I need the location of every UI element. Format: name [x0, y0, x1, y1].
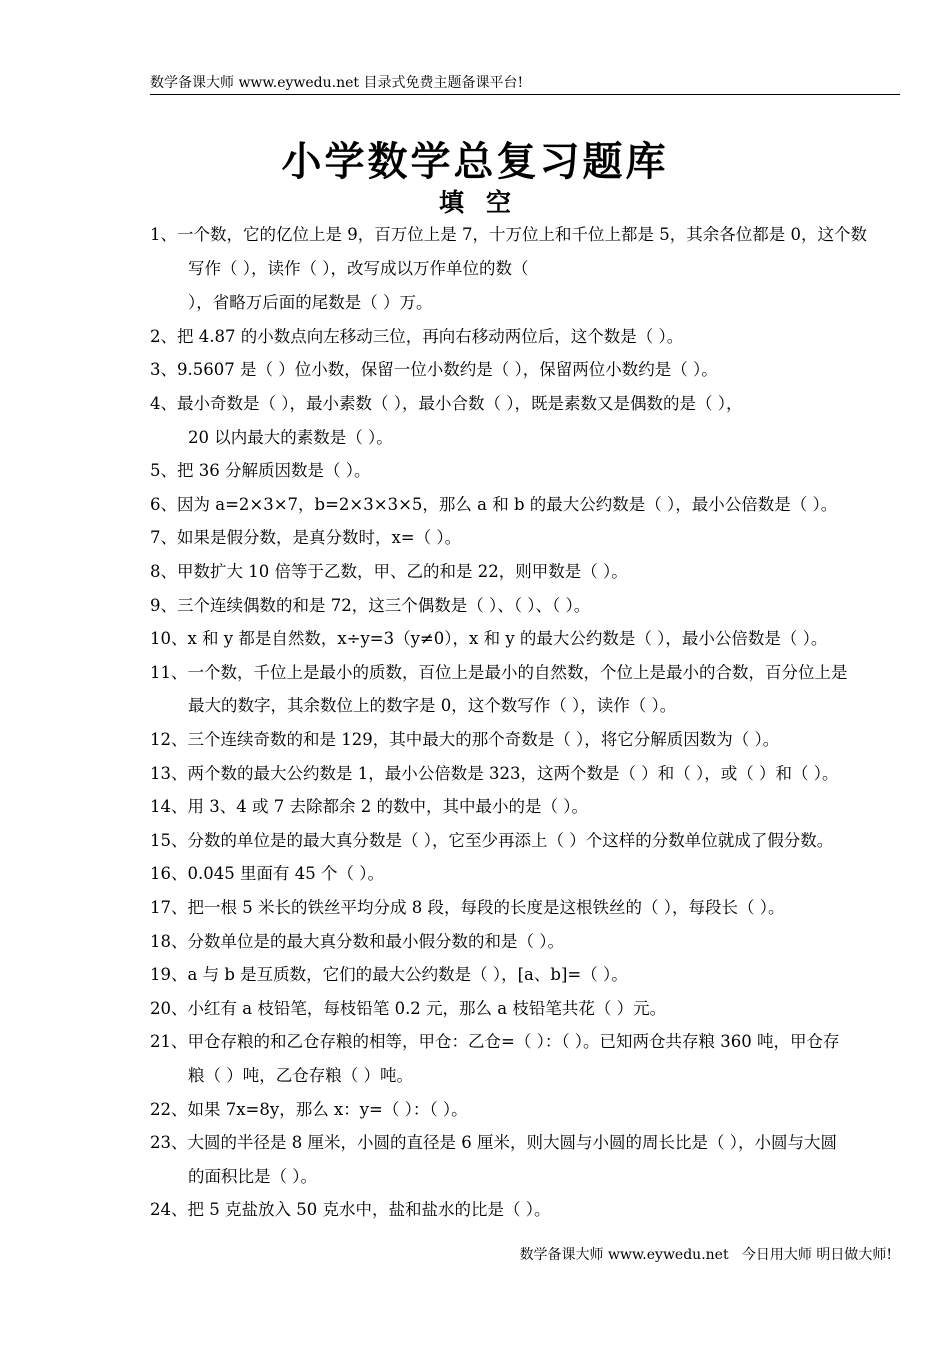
page-footer: 数学备课大师 www.eywedu.net 今日用大师 明日做大师! — [519, 1247, 892, 1263]
question-line: 22、如果 7x=8y，那么 x：y=（ ）：（ ）。 — [150, 1100, 468, 1119]
question-line: 1、一个数，它的亿位上是 9，百万位上是 7，十万位上和千位上都是 5，其余各位都是 0，这个数 — [150, 225, 867, 244]
question-line: 3、9.5607 是（ ）位小数，保留一位小数约是（ ），保留两位小数约是（ ）。 — [150, 360, 718, 379]
question-line: ），省略万后面的尾数是（ ）万。 — [188, 293, 433, 312]
page-header: 数学备课大师 www.eywedu.net 目录式免费主题备课平台! — [150, 73, 900, 95]
question-line: 16、0.045 里面有 45 个（ ）。 — [150, 864, 384, 883]
question-line: 20 以内最大的素数是（ ）。 — [188, 428, 393, 447]
question-line: 14、用 3、4 或 7 去除都余 2 的数中，其中最小的是（ ）。 — [150, 797, 588, 816]
question-line: 7、如果是假分数，是真分数时，x=（ ）。 — [150, 528, 462, 547]
question-line: 的面积比是（ ）。 — [188, 1167, 317, 1186]
question-line: 24、把 5 克盐放入 50 克水中，盐和盐水的比是（ ）。 — [150, 1200, 551, 1219]
question-line: 粮（ ）吨，乙仓存粮（ ）吨。 — [188, 1066, 413, 1085]
question-line: 17、把一根 5 米长的铁丝平均分成 8 段，每段的长度是这根铁丝的（ ），每段长（ ）。 — [150, 898, 785, 917]
question-line: 10、x 和 y 都是自然数，x÷y=3（y≠0），x 和 y 的最大公约数是（ ），最小公倍数是（ ）。 — [150, 629, 828, 648]
question-line: 4、最小奇数是（ ），最小素数（ ），最小合数（ ），既是素数又是偶数的是（ ）， — [150, 394, 743, 413]
question-line: 12、三个连续奇数的和是 129，其中最大的那个奇数是（ ），将它分解质因数为（ ）。 — [150, 730, 780, 749]
question-line: 13、两个数的最大公约数是 1，最小公倍数是 323，这两个数是（ ）和（ ），或（ ）和（ ）。 — [150, 764, 839, 783]
section-subtitle: 填空 — [438, 188, 533, 217]
page-title: 小学数学总复习题库 — [281, 139, 669, 185]
question-line: 11、一个数，千位上是最小的质数，百位上是最小的自然数，个位上是最小的合数，百分位上是 — [150, 663, 848, 682]
question-line: 23、大圆的半径是 8 厘米，小圆的直径是 6 厘米，则大圆与小圆的周长比是（ ），小圆与大圆 — [150, 1133, 837, 1152]
question-line: 18、分数单位是的最大真分数和最小假分数的和是（ ）。 — [150, 932, 564, 951]
question-line: 写作（ ），读作（ ），改写成以万作单位的数（ — [188, 259, 529, 278]
question-line: 5、把 36 分解质因数是（ ）。 — [150, 461, 371, 480]
question-line: 19、a 与 b 是互质数，它们的最大公约数是（ ），[a、b]=（ ）。 — [150, 965, 628, 984]
question-line: 2、把 4.87 的小数点向左移动三位，再向右移动两位后，这个数是（ ）。 — [150, 327, 684, 346]
question-line: 6、因为 a=2×3×7，b=2×3×3×5，那么 a 和 b 的最大公约数是（ ），最小公倍数是（ ）。 — [150, 495, 838, 514]
question-line: 15、分数的单位是的最大真分数是（ ），它至少再添上（ ）个这样的分数单位就成了假分数。 — [150, 831, 834, 850]
question-line: 8、甲数扩大 10 倍等于乙数，甲、乙的和是 22，则甲数是（ ）。 — [150, 562, 628, 581]
question-line: 9、三个连续偶数的和是 72，这三个偶数是（ ）、（ ）、（ ）。 — [150, 596, 591, 615]
question-line: 最大的数字，其余数位上的数字是 0，这个数写作（ ），读作（ ）。 — [188, 696, 677, 715]
question-line: 20、小红有 a 枝铅笔，每枝铅笔 0.2 元，那么 a 枝铅笔共花（ ）元。 — [150, 999, 667, 1018]
question-line: 21、甲仓存粮的和乙仓存粮的相等，甲仓：乙仓=（ ）：（ ）。已知两仓共存粮 360 吨，甲仓存 — [150, 1032, 840, 1051]
